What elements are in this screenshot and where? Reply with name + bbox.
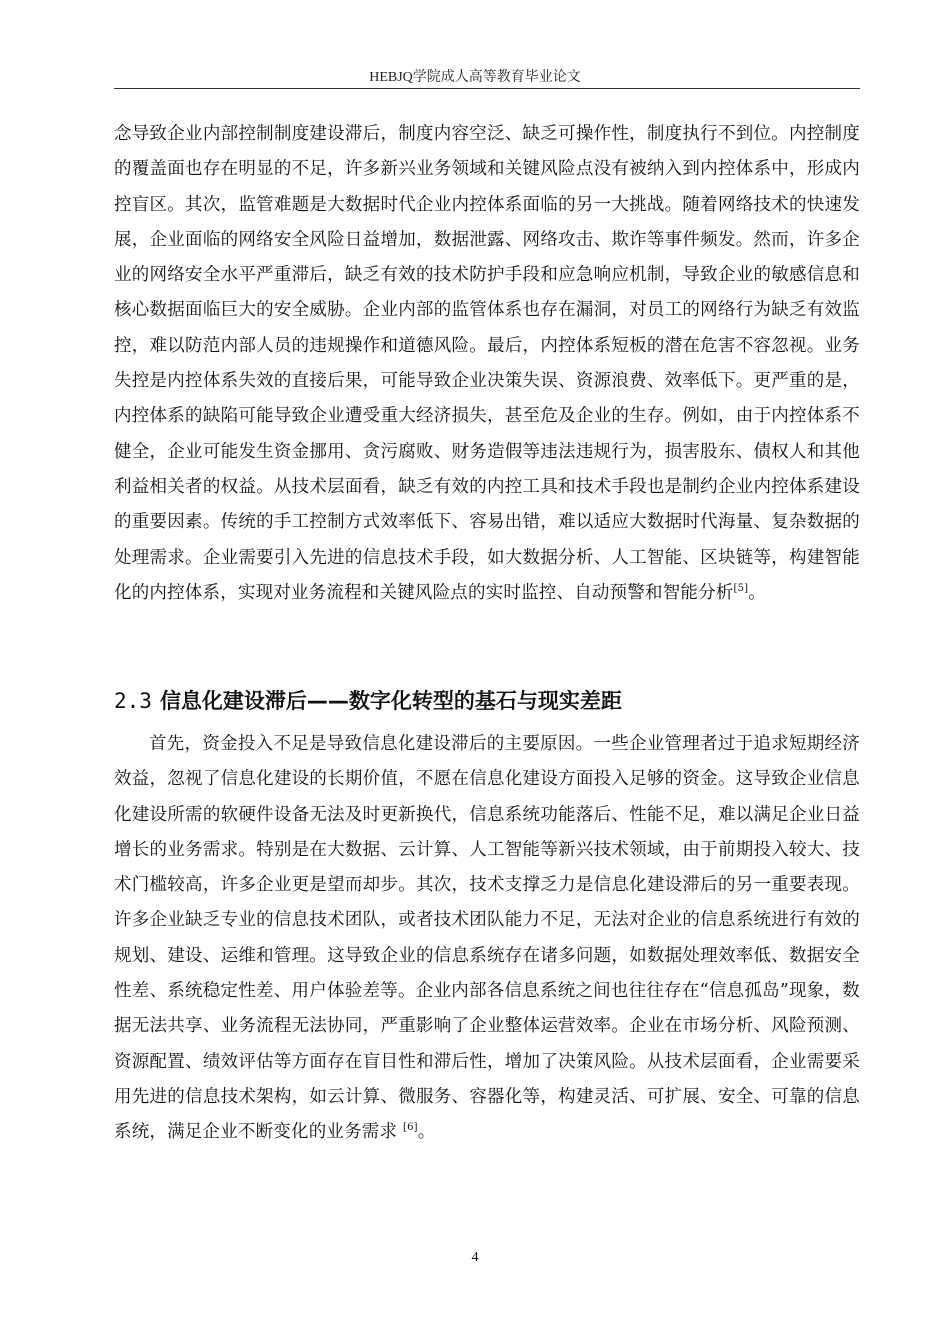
section-number: 2.3 (114, 689, 152, 713)
citation-5: [5] (733, 583, 749, 595)
paragraph-text: 念导致企业内部控制制度建设滞后，制度内容空泛、缺乏可操作性，制度执行不到位。内控制度的覆盖面也存在明显的不足，许多新兴业务领域和关键风险点没有被纳入到内控体系中，形成内控盲区。其次，监管难题是大数据时代企业内控体系面临的另一大挑战。随着网络技术的快速发展，企业面临的网络安全风险日益增加，数据泄露、网络攻击、欺诈等事件频发。然而，许多企业的网络安全水平严重滞后，缺乏有效的技术防护手段和应急响应机制，导致企业的敏感信息和核心数据面临巨大的安全威胁。企业内部的监管体系也存在漏洞，对员工的网络行为缺乏有效监控，难以防范内部人员的违规操作和道德风险。最后，内控体系短板的潜在危害不容忽视。业务失控是内控体系失效的直接后果，可能导致企业决策失误、资源浪费、效率低下。更严重的是，内控体系的缺陷可能导致企业遭受重大经济损失，甚至危及企业的生存。例如，由于内控体系不健全，企业可能发生资金挪用、贪污腐败、财务造假等违法违规行为，损害股东、债权人和其他利益相关者的权益。从技术层面看，缺乏有效的内控工具和技术手段也是制约企业内控体系建设的重要因素。传统的手工控制方式效率低下、容易出错，难以适应大数据时代海量、复杂数据的处理需求。企业需要引入先进的信息技术手段，如大数据分析、人工智能、区块链等，构建智能化的内控体系，实现对业务流程和关键风险点的实时监控、自动预警和智能分析 (114, 124, 860, 603)
paragraph-end: 。 (417, 1122, 436, 1143)
section-title: 信息化建设滞后——数字化转型的基石与现实差距 (159, 689, 622, 713)
paragraph-continued (114, 117, 860, 611)
running-header: HEBJQ学院成人高等教育毕业论文 (369, 70, 581, 85)
paragraph-internal-control (114, 117, 860, 611)
paragraph-informatization (114, 727, 860, 1151)
paragraph-end: 。 (748, 582, 766, 603)
citation-6: [6] (402, 1122, 418, 1134)
section-body (114, 727, 860, 1151)
page-number: 4 (471, 1250, 479, 1265)
paragraph-text: 首先，资金投入不足是导致信息化建设滞后的主要原因。一些企业管理者过于追求短期经济效益，忽视了信息化建设的长期价值，不愿在信息化建设方面投入足够的资金。这导致企业信息化建设所需的软硬件设备无法及时更新换代，信息系统功能落后、性能不足，难以满足企业日益增长的业务需求。特别是在大数据、云计算、人工智能等新兴技术领域，由于前期投入较大、技术门槛较高，许多企业更是望而却步。其次，技术支撑乏力是信息化建设滞后的另一重要表现。许多企业缺乏专业的信息技术团队，或者技术团队能力不足，无法对企业的信息系统进行有效的规划、建设、运维和管理。这导致企业的信息系统存在诸多问题，如数据处理效率低、数据安全性差、系统稳定性差、用户体验差等。企业内部各信息系统之间也往往存在“信息孤岛”现象，数据无法共享、业务流程无法协同，严重影响了企业整体运营效率。企业在市场分析、风险预测、资源配置、绩效评估等方面存在盲目性和滞后性，增加了决策风险。从技术层面看，企业需要采用先进的信息技术架构，如云计算、微服务、容器化等，构建灵活、可扩展、安全、可靠的信息系统，满足企业不断变化的业务需求 (114, 734, 860, 1143)
header-rule (114, 88, 860, 89)
section-heading (114, 686, 860, 716)
